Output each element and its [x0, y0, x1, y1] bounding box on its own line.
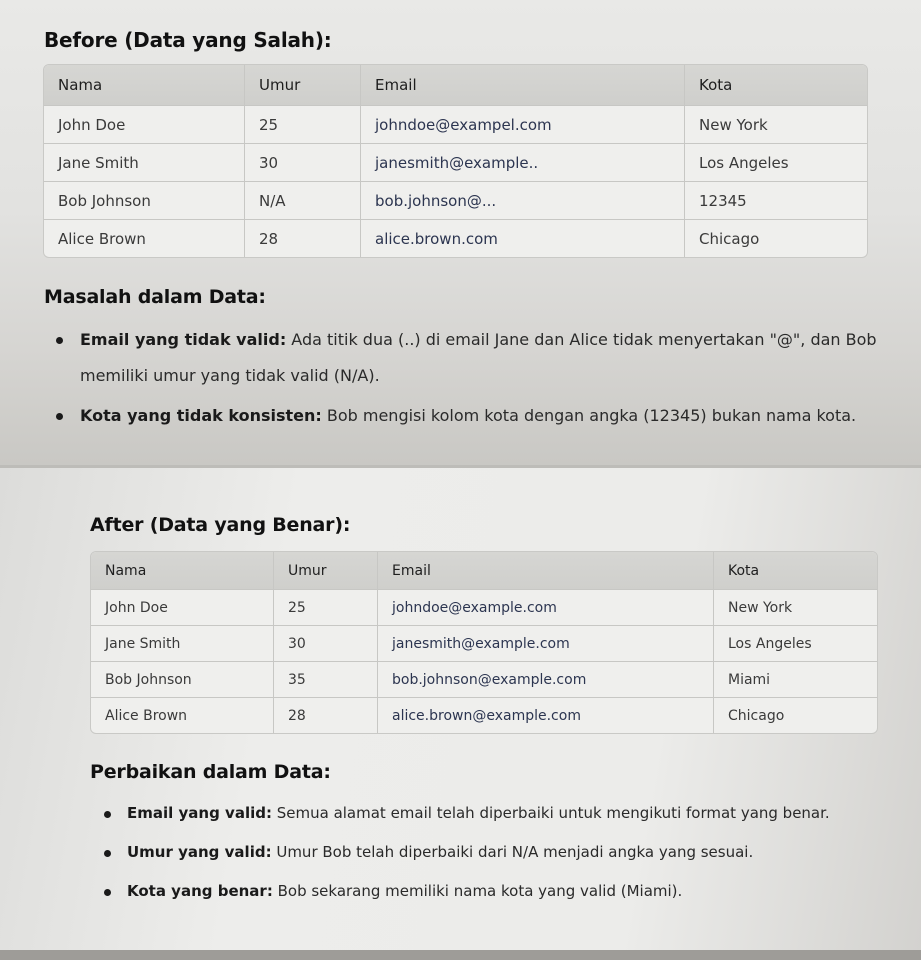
cell-email: janesmith@example.. [360, 144, 684, 181]
cell-email: bob.johnson@example.com [377, 662, 713, 697]
problem-text: Ada titik dua (..) di email Jane dan Alice tidak menyertakan "@", dan Bob [286, 330, 877, 349]
cell-umur: 28 [244, 220, 360, 257]
column-header-email: Email [360, 65, 684, 105]
table-row [44, 219, 867, 257]
fixes-list [127, 794, 887, 911]
problems-title: Masalah dalam Data: [44, 286, 266, 308]
after-title: After (Data yang Benar): [90, 514, 351, 536]
cell-kota: Los Angeles [713, 626, 877, 661]
fix-text: Semua alamat email telah diperbaiki untuk mengikuti format yang benar. [271, 804, 830, 822]
cell-umur: 25 [273, 590, 377, 625]
fix-label: Email yang valid: [127, 804, 272, 822]
before-table [43, 64, 868, 258]
fix-label: Umur yang valid: [127, 843, 272, 861]
problem-item-continued [80, 358, 880, 394]
problems-list [80, 322, 880, 434]
column-header-umur: Umur [244, 65, 360, 105]
bullet-icon [104, 889, 111, 896]
cell-email: bob.johnson@... [360, 182, 684, 219]
column-header-kota: Kota [713, 552, 877, 589]
table-row [91, 661, 877, 697]
problem-item [80, 398, 880, 434]
problem-item [80, 322, 880, 358]
cell-email: alice.brown@example.com [377, 698, 713, 733]
cell-umur: 25 [244, 106, 360, 143]
cell-nama: Alice Brown [105, 707, 188, 724]
fix-item [127, 794, 887, 833]
before-title: Before (Data yang Salah): [44, 28, 332, 52]
table-row [44, 181, 867, 219]
problem-text-continued: memiliki umur yang tidak valid (N/A). [80, 366, 380, 385]
column-header-umur: Umur [273, 552, 377, 589]
fix-item [127, 833, 887, 872]
cell-nama: John Doe [58, 115, 126, 134]
table-header-row [91, 552, 877, 589]
fix-text: Umur Bob telah diperbaiki dari N/A menjadi angka yang sesuai. [271, 843, 754, 861]
cell-umur: N/A [244, 182, 360, 219]
problem-label: Email yang tidak valid: [80, 330, 287, 349]
fix-item [127, 872, 887, 911]
fixes-title: Perbaikan dalam Data: [90, 761, 331, 783]
cell-umur: 30 [273, 626, 377, 661]
fix-label: Kota yang benar: [127, 882, 273, 900]
cell-kota: Chicago [684, 220, 867, 257]
fix-text: Bob sekarang memiliki nama kota yang valid (Miami). [272, 882, 683, 900]
cell-kota: New York [684, 106, 867, 143]
bullet-icon [56, 413, 63, 420]
cell-nama: Jane Smith [58, 153, 139, 172]
column-header-email: Email [377, 552, 713, 589]
cell-nama: Alice Brown [58, 229, 146, 248]
table-row [44, 143, 867, 181]
cell-email: janesmith@example.com [377, 626, 713, 661]
before-panel [0, 0, 921, 465]
cell-email: alice.brown.com [360, 220, 684, 257]
cell-umur: 35 [273, 662, 377, 697]
cell-kota: Miami [713, 662, 877, 697]
table-row [91, 589, 877, 625]
table-row [91, 697, 877, 733]
problem-text: Bob mengisi kolom kota dengan angka (12345) bukan nama kota. [321, 406, 857, 425]
after-table [90, 551, 878, 734]
column-header-nama: Nama [105, 562, 147, 579]
cell-kota: Chicago [713, 698, 877, 733]
cell-umur: 28 [273, 698, 377, 733]
cell-umur: 30 [244, 144, 360, 181]
column-header-kota: Kota [684, 65, 867, 105]
problem-label: Kota yang tidak konsisten: [80, 406, 322, 425]
table-row [91, 625, 877, 661]
screen-bottom-edge [0, 950, 921, 960]
cell-email: johndoe@example.com [377, 590, 713, 625]
cell-nama: Bob Johnson [58, 191, 151, 210]
column-header-nama: Nama [58, 76, 103, 94]
cell-nama: Bob Johnson [105, 671, 192, 688]
cell-kota: New York [713, 590, 877, 625]
bullet-icon [104, 850, 111, 857]
cell-nama: John Doe [105, 599, 168, 616]
cell-kota: Los Angeles [684, 144, 867, 181]
cell-email: johndoe@exampel.com [360, 106, 684, 143]
table-row [44, 105, 867, 143]
bullet-icon [104, 811, 111, 818]
cell-kota: 12345 [684, 182, 867, 219]
bullet-icon [56, 337, 63, 344]
table-header-row [44, 65, 867, 105]
cell-nama: Jane Smith [105, 635, 181, 652]
after-panel [0, 468, 921, 950]
